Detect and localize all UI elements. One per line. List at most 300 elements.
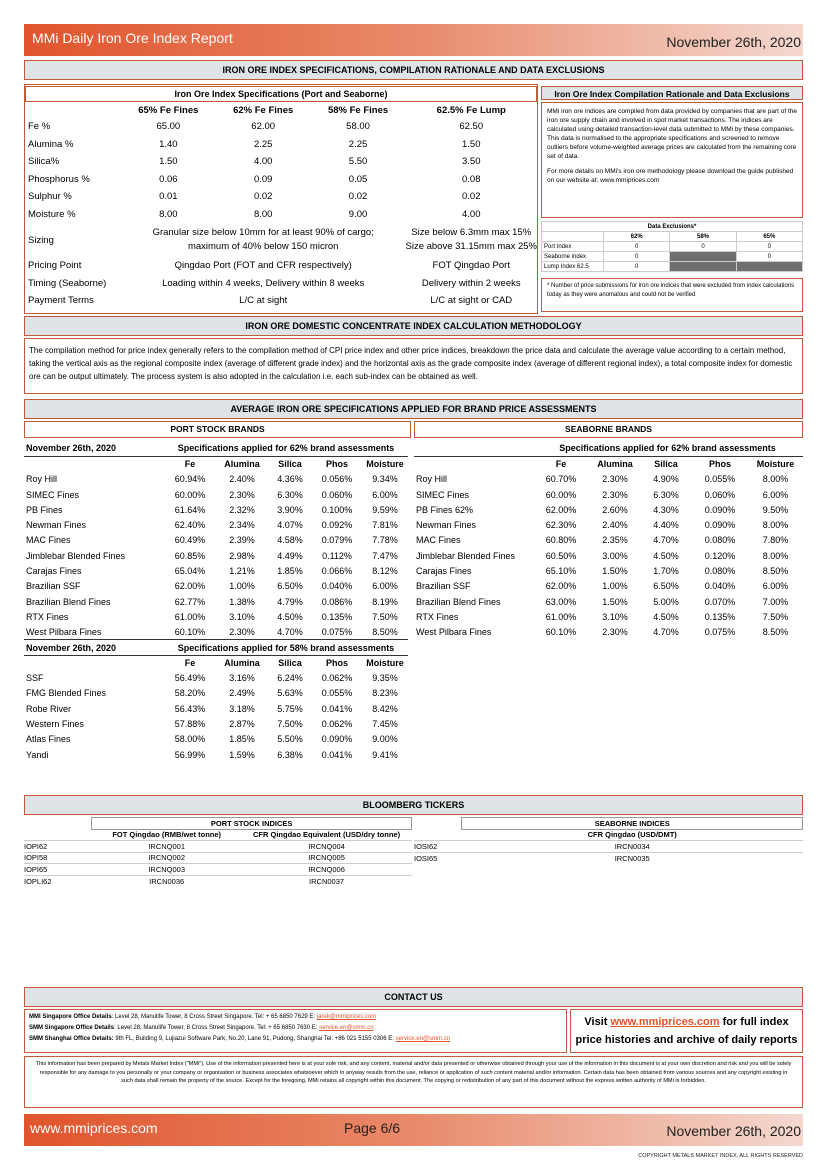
website-link[interactable]: www.mmiprices.com bbox=[610, 1016, 720, 1028]
ticker-row bbox=[24, 852, 412, 864]
brand-value: 4.70% bbox=[277, 626, 303, 637]
col-fe: Fe bbox=[555, 459, 567, 470]
brand-value: 0.112% bbox=[322, 550, 352, 561]
brand-value: 2.40% bbox=[602, 520, 628, 531]
brand-name: Newman Fines bbox=[26, 520, 87, 531]
brand-value: 0.090% bbox=[704, 504, 736, 515]
brand-value: 6.30% bbox=[277, 489, 303, 500]
brand-value: 60.70% bbox=[545, 474, 577, 485]
brand-value: 0.120% bbox=[704, 550, 736, 561]
payment-fines: L/C at sight bbox=[239, 295, 288, 307]
brand-value: 60.50% bbox=[545, 550, 577, 561]
brand-value: 0.041% bbox=[321, 703, 353, 714]
visit-box bbox=[570, 1009, 803, 1053]
brand-value: 2.30% bbox=[229, 626, 255, 637]
col-62-5-lump: 62.5% Fe Lump bbox=[436, 104, 506, 116]
brand-value: 2.30% bbox=[602, 627, 628, 638]
brand-value: 2.30% bbox=[602, 474, 628, 485]
brand-value: 0.066% bbox=[321, 566, 353, 577]
index-code: IOSI62 bbox=[414, 841, 462, 853]
exclusions-box bbox=[541, 221, 803, 272]
brand-value: 3.10% bbox=[229, 611, 255, 622]
brand-value: 0.086% bbox=[321, 596, 353, 607]
brand-value: 5.75% bbox=[277, 703, 303, 714]
port-62-table-wrap bbox=[24, 441, 408, 762]
bloomberg-port-col2: CFR Qingdao Equivalent (USD/dry tonne) bbox=[253, 830, 401, 840]
spec-value: 3.50 bbox=[461, 156, 481, 168]
bloomberg-port-table bbox=[24, 817, 412, 887]
spec-value: 0.01 bbox=[159, 191, 178, 203]
brand-row bbox=[24, 716, 408, 731]
seaborne-brands-title: SEABORNE BRANDS bbox=[414, 421, 803, 438]
brand-value: 8.00% bbox=[762, 550, 789, 561]
brand-value: 0.080% bbox=[704, 566, 736, 577]
brand-value: 0.080% bbox=[704, 535, 736, 546]
bloomberg-sea-title: SEABORNE INDICES bbox=[462, 818, 803, 830]
page-number: Page 6/6 bbox=[344, 1120, 401, 1136]
copyright: COPYRIGHT METALS MARKET INDEX, ALL RIGHTS RESERVED bbox=[638, 1153, 803, 1159]
brand-value: 4.49% bbox=[277, 550, 303, 561]
spec-value: 0.09 bbox=[253, 173, 273, 185]
domestic-title: IRON ORE DOMESTIC CONCENTRATE INDEX CALCULATION METHODOLOGY bbox=[24, 316, 803, 336]
brand-row bbox=[24, 517, 408, 532]
spec-table bbox=[25, 102, 537, 310]
col-moisture: Moisture bbox=[366, 459, 404, 470]
rationale-title: Iron Ore Index Compilation Rationale and Data Exclusions bbox=[541, 86, 803, 100]
bloomberg-sea-wrap bbox=[414, 817, 803, 864]
col-fe: Fe bbox=[184, 459, 196, 470]
exclusions-na-cell bbox=[670, 252, 736, 262]
brand-value: 6.50% bbox=[653, 581, 679, 592]
contact-text: 9th FL, Building 9, Lujiazui Software Park, No.20, Lane 91, Pudong, Shanghai Tel: +86 021 5155 0306 E: bbox=[113, 1036, 396, 1042]
brand-value: 60.94% bbox=[174, 474, 206, 485]
brand-row bbox=[414, 533, 803, 548]
exclusions-value: 0 bbox=[604, 242, 670, 252]
brand-name: West Pilbara Fines bbox=[416, 627, 492, 638]
brand-value: 56.49% bbox=[174, 673, 206, 684]
bloomberg-title: BLOOMBERG TICKERS bbox=[24, 795, 803, 815]
brand-value: 1.59% bbox=[229, 749, 255, 760]
brand-value: 4.70% bbox=[653, 535, 679, 546]
exclusions-row-label: Port Index bbox=[542, 242, 604, 252]
brand-value: 2.98% bbox=[229, 550, 255, 561]
brand-value: 60.85% bbox=[174, 550, 206, 561]
email-link[interactable]: service.en@smm.cn bbox=[395, 1036, 451, 1042]
brand-value: 7.47% bbox=[372, 550, 398, 561]
brand-name: West Pilbara Fines bbox=[26, 626, 102, 637]
index-code: IOPI58 bbox=[24, 852, 92, 864]
col-65-fines: 65% Fe Fines bbox=[138, 104, 199, 116]
brand-value: 60.10% bbox=[174, 626, 206, 637]
brand-value: 2.49% bbox=[229, 688, 255, 699]
brand-name: Atlas Fines bbox=[26, 734, 71, 745]
ticker-code: IRCN0035 bbox=[462, 852, 803, 864]
brand-row bbox=[414, 502, 803, 517]
brand-value: 7.45% bbox=[372, 718, 398, 729]
email-link[interactable]: jarek@mmiprices.com bbox=[316, 1014, 377, 1020]
brand-name: SSF bbox=[26, 673, 44, 684]
brand-value: 61.64% bbox=[174, 504, 206, 515]
brand-name: Brazilian SSF bbox=[416, 581, 471, 592]
col-phos: Phos bbox=[325, 658, 348, 669]
port-62-table bbox=[24, 441, 408, 762]
contact-text: : Level 28, Manulife Tower, 8 Cross Street Singapore. Tel: + 65 6850 7629 E: bbox=[111, 1014, 317, 1020]
spec-row-label: Moisture % bbox=[28, 208, 76, 220]
brand-value: 4.50% bbox=[653, 550, 679, 561]
brand-value: 60.10% bbox=[545, 627, 577, 638]
brand-value: 1.21% bbox=[229, 566, 255, 577]
brand-value: 6.30% bbox=[653, 489, 679, 500]
brand-value: 9.59% bbox=[372, 504, 398, 515]
spec-row-label: Alumina % bbox=[28, 138, 74, 150]
brand-row bbox=[24, 548, 408, 563]
sizing-fines-line2: maximum of 40% below 150 micron bbox=[187, 241, 339, 252]
bloomberg-sea-table bbox=[414, 817, 803, 864]
brand-value: 2.32% bbox=[229, 504, 255, 515]
spec-row-label: Sulphur % bbox=[28, 191, 72, 203]
spec-value: 58.00 bbox=[346, 121, 370, 133]
brand-value: 9.00% bbox=[372, 734, 398, 745]
contact-title: CONTACT US bbox=[24, 987, 803, 1007]
spec-value: 0.06 bbox=[159, 173, 178, 185]
domestic-text: The compilation method for price index generally refers to the compilation method of CPI price index and other price indices, breakdown the price data and calculate the average value according to a certain method, taking the vertical axis as the regional composite index (average of different grade index) and the horizontal axis as the grade composite index (average of different regional index), a total composite index for domestic ore can be output ultimately. The process system is also adopted in the calculation i.e. each sub-index can be obtained as well. bbox=[24, 338, 803, 394]
brand-value: 8.00% bbox=[762, 520, 789, 531]
brand-row bbox=[414, 609, 803, 624]
brand-value: 62.00% bbox=[545, 504, 577, 515]
brand-value: 1.85% bbox=[229, 734, 255, 745]
exclusions-value: 0 bbox=[670, 242, 736, 252]
brand-value: 6.00% bbox=[372, 489, 398, 500]
index-code: IOSI65 bbox=[414, 852, 462, 864]
brand-value: 1.00% bbox=[602, 581, 628, 592]
report-date: November 26th, 2020 bbox=[666, 34, 801, 50]
spec-value: 9.00 bbox=[348, 208, 368, 220]
exclusions-na-cell bbox=[670, 262, 736, 272]
footer-site-link[interactable]: www.mmiprices.com bbox=[30, 1120, 158, 1136]
index-code: IOPI62 bbox=[24, 841, 92, 853]
brand-value: 0.075% bbox=[321, 626, 353, 637]
ticker-row bbox=[24, 875, 412, 887]
exclusions-row-label: Seaborne index bbox=[542, 252, 604, 262]
spec-row-label: Phosphorus % bbox=[28, 173, 90, 185]
brand-value: 8.23% bbox=[372, 688, 398, 699]
brand-name: RTX Fines bbox=[416, 611, 459, 622]
brand-value: 65.10% bbox=[545, 566, 577, 577]
spec-value: 8.00 bbox=[159, 208, 178, 220]
ticker-row bbox=[24, 864, 412, 876]
report-title: MMi Daily Iron Ore Index Report bbox=[32, 30, 233, 46]
brand-name: MAC Fines bbox=[26, 535, 71, 546]
brand-value: 9.34% bbox=[372, 474, 398, 485]
disclaimer: This information has been prepared by Metals Market Index ("MMi"). Use of the information presented here is at your sole risk, and any content, material and/or data presented or otherwise obtained through your use of the information in this document is at your own discretion and risk and you will be solely responsible for any damage to you personally or your company or organisation or business associates whatsoever which in anyway results from the use, reliance or application of such content material and/or information. Certain data has been obtained from various sources and any copyright existing in such data shall remain the property of the source. Except for the foregoing, MMi retains all copyright within this document. The copying or redistribution of any part of this document without the express written authority of MMi is forbidden. bbox=[24, 1056, 803, 1108]
exclusions-note: * Number of price submissions for iron ore indices that were excluded from index calculations today as they were anomalous and could not be verified bbox=[541, 278, 803, 312]
brand-name: RTX Fines bbox=[26, 611, 69, 622]
ticker-code: IRCNQ004 bbox=[242, 841, 412, 853]
exclusions-row-label: Lump Index 62.5 bbox=[542, 262, 604, 272]
bloomberg-port-col1: FOT Qingdao (RMB/wet tonne) bbox=[112, 830, 222, 840]
rationale-paragraph-1: MMi iron ore indices are compiled from data provided by companies that are part of the iron ore supply chain and involved in spot market transactions. The indices are calculated using detailed transaction-level data submitted to MMi by these companies. This data is normalised to the appropriate specifications and screened to remove outliers before volume-weighted average prices are calculated from the remaining core set of data. bbox=[547, 108, 798, 160]
brand-value: 65.04% bbox=[174, 566, 206, 577]
seaborne-62-spec-label: Specifications applied for 62% brand assessments bbox=[532, 441, 803, 456]
brand-name: Robe River bbox=[26, 703, 72, 714]
ticker-code: IRCNQ001 bbox=[92, 841, 242, 853]
contact-line-1 bbox=[29, 1012, 562, 1023]
brand-name: FMG Blended Fines bbox=[26, 688, 107, 699]
brand-name: Jimblebar Blended Fines bbox=[26, 550, 126, 561]
brand-value: 6.38% bbox=[277, 749, 303, 760]
exclusions-value: 0 bbox=[604, 252, 670, 262]
brand-value: 8.50% bbox=[762, 566, 789, 577]
spec-value: 0.05 bbox=[348, 173, 368, 185]
spec-value: 1.50 bbox=[159, 156, 178, 168]
index-code: IOPI65 bbox=[24, 864, 92, 876]
col-phos: Phos bbox=[708, 459, 731, 470]
brand-value: 5.50% bbox=[277, 734, 303, 745]
exclusions-value: 0 bbox=[604, 262, 670, 272]
brand-value: 61.00% bbox=[545, 611, 577, 622]
ticker-row bbox=[414, 841, 803, 853]
brand-name: MAC Fines bbox=[416, 535, 461, 546]
brand-value: 6.24% bbox=[277, 673, 303, 684]
brand-name: Brazilian SSF bbox=[26, 581, 81, 592]
brand-value: 8.19% bbox=[372, 596, 398, 607]
ticker-code: IRCNQ003 bbox=[92, 864, 242, 876]
brand-value: 62.00% bbox=[545, 581, 577, 592]
spec-value: 5.50 bbox=[348, 156, 368, 168]
brand-value: 6.00% bbox=[762, 489, 789, 500]
col-silica: Silica bbox=[278, 459, 302, 470]
brand-value: 2.35% bbox=[602, 535, 628, 546]
brand-value: 4.70% bbox=[653, 627, 679, 638]
seaborne-62-table-wrap bbox=[414, 441, 803, 640]
sizing-label: Sizing bbox=[28, 234, 54, 246]
brand-value: 0.055% bbox=[704, 474, 736, 485]
visit-text-line2: price histories and archive of daily reports bbox=[575, 1034, 798, 1046]
brand-row bbox=[414, 625, 803, 640]
contact-line-3 bbox=[29, 1034, 562, 1045]
brand-value: 9.41% bbox=[372, 749, 398, 760]
brand-value: 62.00% bbox=[174, 581, 206, 592]
contact-label: SMM Singapore Office Details bbox=[29, 1025, 115, 1031]
ticker-code: IRCNQ006 bbox=[242, 864, 412, 876]
visit-text: Visit bbox=[584, 1016, 611, 1028]
payment-lump: L/C at sight or CAD bbox=[430, 295, 513, 307]
brands-title: AVERAGE IRON ORE SPECIFICATIONS APPLIED FOR BRAND PRICE ASSESSMENTS bbox=[24, 399, 803, 419]
spec-row bbox=[25, 188, 537, 206]
brand-value: 0.090% bbox=[321, 734, 353, 745]
visit-text: for full index bbox=[719, 1016, 789, 1028]
brand-value: 8.50% bbox=[372, 626, 398, 637]
brand-value: 7.50% bbox=[372, 611, 398, 622]
spec-value: 2.25 bbox=[348, 138, 368, 150]
brand-row bbox=[24, 487, 408, 502]
spec-row-label: Fe % bbox=[28, 121, 51, 133]
brand-name: Jimblebar Blended Fines bbox=[416, 550, 516, 561]
brand-name: SIMEC Fines bbox=[26, 489, 80, 500]
brand-name: Carajas Fines bbox=[26, 566, 82, 577]
brand-row bbox=[24, 609, 408, 624]
payment-label: Payment Terms bbox=[28, 295, 94, 307]
brand-value: 56.43% bbox=[174, 703, 206, 714]
brand-value: 0.040% bbox=[321, 581, 353, 592]
brand-value: 8.50% bbox=[762, 627, 789, 638]
brand-row bbox=[414, 517, 803, 532]
exclusions-col-58: 58% bbox=[670, 232, 736, 242]
brand-value: 4.58% bbox=[277, 535, 303, 546]
brand-value: 1.50% bbox=[602, 566, 628, 577]
brand-value: 0.060% bbox=[321, 489, 353, 500]
brand-value: 0.060% bbox=[704, 489, 736, 500]
port-62-spec-label: Specifications applied for 62% brand assessments bbox=[164, 441, 408, 456]
brand-value: 8.00% bbox=[762, 474, 789, 485]
email-link[interactable]: service.en@smm.cn bbox=[319, 1025, 374, 1031]
spec-value: 1.50 bbox=[461, 138, 481, 150]
brand-value: 2.39% bbox=[229, 535, 255, 546]
brand-value: 0.040% bbox=[704, 581, 736, 592]
brand-row bbox=[24, 502, 408, 517]
brand-value: 1.50% bbox=[602, 596, 628, 607]
brand-value: 2.87% bbox=[229, 718, 255, 729]
pricing-label: Pricing Point bbox=[28, 260, 82, 272]
spec-row bbox=[25, 206, 537, 224]
pricing-fines: Qingdao Port (FOT and CFR respectively) bbox=[174, 260, 352, 272]
brand-value: 2.30% bbox=[229, 489, 255, 500]
brand-row bbox=[414, 594, 803, 609]
brand-value: 3.10% bbox=[602, 611, 628, 622]
brand-value: 4.79% bbox=[277, 596, 303, 607]
brand-value: 0.062% bbox=[321, 673, 353, 684]
brand-row bbox=[414, 563, 803, 578]
brand-value: 57.88% bbox=[174, 718, 206, 729]
brand-value: 60.00% bbox=[174, 489, 206, 500]
rationale-box bbox=[541, 102, 803, 218]
bloomberg-port-title: PORT STOCK INDICES bbox=[92, 818, 412, 830]
spec-section-title: IRON ORE INDEX SPECIFICATIONS, COMPILATION RATIONALE AND DATA EXCLUSIONS bbox=[24, 60, 803, 80]
ticker-code: IRCN0037 bbox=[242, 875, 412, 887]
port-62-date: November 26th, 2020 bbox=[24, 441, 164, 456]
brand-value: 0.056% bbox=[321, 474, 353, 485]
brand-row bbox=[414, 472, 803, 487]
brand-name: Brazilian Blend Fines bbox=[26, 596, 111, 607]
brand-value: 60.00% bbox=[545, 489, 577, 500]
brand-value: 61.00% bbox=[174, 611, 206, 622]
port-58-spec-label: Specifications applied for 58% brand assessments bbox=[164, 640, 408, 655]
brand-value: 3.00% bbox=[602, 550, 628, 561]
ticker-code: IRCNQ005 bbox=[242, 852, 412, 864]
brand-name: Brazilian Blend Fines bbox=[416, 596, 501, 607]
brand-value: 8.42% bbox=[372, 703, 398, 714]
brand-row bbox=[414, 487, 803, 502]
brand-value: 2.34% bbox=[229, 520, 255, 531]
col-fe: Fe bbox=[184, 658, 196, 669]
contact-label: SMM Shanghai Office Details: bbox=[29, 1036, 114, 1042]
brand-value: 2.60% bbox=[602, 504, 628, 515]
brand-value: 6.00% bbox=[372, 581, 398, 592]
sizing-lump bbox=[405, 223, 537, 257]
brand-name: Roy Hill bbox=[416, 474, 448, 485]
spec-row bbox=[25, 136, 537, 154]
col-alumina: Alumina bbox=[597, 459, 633, 470]
brand-value: 7.80% bbox=[762, 535, 789, 546]
col-alumina: Alumina bbox=[224, 459, 260, 470]
timing-fines: Loading within 4 weeks, Delivery within 8 weeks bbox=[162, 277, 365, 289]
col-62-fines: 62% Fe Fines bbox=[233, 104, 294, 116]
col-moisture: Moisture bbox=[366, 658, 404, 669]
brand-value: 0.079% bbox=[321, 535, 353, 546]
brand-name: Western Fines bbox=[26, 718, 84, 729]
spec-value: 65.00 bbox=[156, 121, 181, 133]
port-brands-title: PORT STOCK BRANDS bbox=[24, 421, 411, 438]
spec-value: 8.00 bbox=[253, 208, 273, 220]
spec-value: 0.02 bbox=[461, 191, 481, 203]
brand-value: 0.090% bbox=[704, 520, 736, 531]
port-58-date: November 26th, 2020 bbox=[24, 640, 164, 655]
brand-value: 58.20% bbox=[174, 688, 206, 699]
brand-row bbox=[24, 563, 408, 578]
timing-lump: Delivery within 2 weeks bbox=[421, 277, 521, 289]
brand-value: 0.070% bbox=[704, 596, 736, 607]
spec-value: 0.08 bbox=[461, 173, 481, 185]
exclusions-value: 0 bbox=[736, 242, 802, 252]
col-silica: Silica bbox=[654, 459, 678, 470]
sizing-lump-line1: Size below 6.3mm max 15% bbox=[411, 227, 532, 238]
brand-row bbox=[414, 579, 803, 594]
brand-value: 63.00% bbox=[545, 596, 577, 607]
ticker-row bbox=[24, 841, 412, 853]
brand-value: 1.85% bbox=[277, 566, 303, 577]
brand-value: 7.78% bbox=[372, 535, 398, 546]
brand-row bbox=[24, 594, 408, 609]
pricing-lump: FOT Qingdao Port bbox=[432, 260, 510, 272]
brand-value: 7.00% bbox=[762, 596, 789, 607]
brand-value: 0.062% bbox=[321, 718, 353, 729]
sizing-lump-line2: Size above 31.15mm max 25% bbox=[405, 241, 537, 252]
brand-value: 0.092% bbox=[321, 520, 353, 531]
brand-row bbox=[24, 533, 408, 548]
brand-value: 60.80% bbox=[545, 535, 577, 546]
col-silica: Silica bbox=[278, 658, 302, 669]
exclusions-na-cell bbox=[736, 262, 802, 272]
brand-name: PB Fines bbox=[26, 504, 63, 515]
spec-value: 62.50 bbox=[459, 121, 484, 133]
ticker-code: IRCN0034 bbox=[462, 841, 803, 853]
bloomberg-sea-col: CFR Qingdao (USD/DMT) bbox=[587, 830, 677, 840]
spec-value: 0.02 bbox=[253, 191, 273, 203]
brand-value: 1.38% bbox=[229, 596, 255, 607]
brand-value: 5.63% bbox=[277, 688, 303, 699]
exclusions-value: 0 bbox=[736, 252, 802, 262]
brand-value: 3.90% bbox=[277, 504, 303, 515]
timing-label: Timing (Seaborne) bbox=[28, 277, 107, 289]
brand-name: SIMEC Fines bbox=[416, 489, 470, 500]
bloomberg-port-wrap bbox=[24, 817, 412, 887]
brand-row bbox=[414, 548, 803, 563]
brand-value: 4.30% bbox=[653, 504, 679, 515]
footer-date: November 26th, 2020 bbox=[666, 1123, 801, 1139]
contact-line-2 bbox=[29, 1023, 562, 1034]
brand-row bbox=[24, 732, 408, 747]
brand-value: 3.18% bbox=[229, 703, 255, 714]
seaborne-62-table bbox=[414, 441, 803, 640]
col-58-fines: 58% Fe Fines bbox=[327, 104, 389, 116]
ticker-code: IRCNQ002 bbox=[92, 852, 242, 864]
spec-row bbox=[25, 153, 537, 171]
brand-value: 4.36% bbox=[277, 474, 303, 485]
brand-value: 1.00% bbox=[229, 581, 255, 592]
brand-value: 4.50% bbox=[277, 611, 303, 622]
brand-name: Roy Hill bbox=[26, 474, 58, 485]
spec-row bbox=[25, 118, 537, 136]
